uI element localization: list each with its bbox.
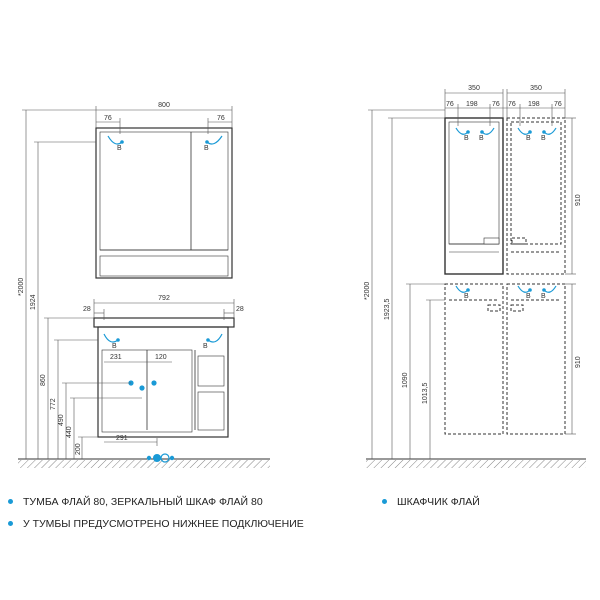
upper-connection-marker-4	[541, 128, 556, 142]
dim-right-sub-1: 76	[446, 101, 454, 108]
vanity-connection-marker-right	[203, 334, 222, 350]
svg-text:B: B	[541, 293, 546, 300]
bullet-icon	[382, 499, 387, 504]
bullet-icon	[8, 499, 13, 504]
svg-text:B: B	[479, 135, 484, 142]
svg-text:B: B	[112, 343, 117, 350]
floor-hatch-left	[18, 460, 270, 468]
dim-right-sub-5: 198	[528, 101, 540, 108]
lower-connection-marker-3	[518, 286, 532, 300]
note-connection	[8, 518, 304, 530]
mirror-connection-marker-left	[108, 136, 124, 152]
dim-total-height-left: *2000	[18, 277, 25, 296]
note-text: ШКАФЧИК ФЛАЙ	[397, 496, 480, 508]
dim-total-height-right: *2000	[364, 281, 371, 300]
notes-section	[0, 488, 600, 548]
dim-vanity-top-height: 860	[40, 374, 47, 386]
dim-mirror-top-height: 1924	[30, 294, 37, 310]
dim-upper-top-height: 1923,5	[384, 298, 391, 320]
right-width-dimensions	[445, 89, 565, 126]
svg-text:B: B	[203, 343, 208, 350]
dim-right-width-2: 350	[530, 85, 542, 92]
dim-right-sub-4: 76	[508, 101, 516, 108]
lower-connection-marker-1	[456, 286, 470, 300]
dim-mirror-inset-right: 76	[217, 115, 225, 122]
mirror-dimensions	[96, 106, 232, 134]
vanity-dimensions	[94, 299, 234, 446]
svg-text:B: B	[464, 135, 469, 142]
dim-vanity-overhang-left: 28	[83, 306, 91, 313]
upper-connection-marker-1	[456, 128, 470, 142]
dim-vanity-overhang-right: 28	[236, 306, 244, 313]
upper-cabinet-dashed	[507, 118, 565, 274]
dim-lower-inner-height: 1013,5	[422, 382, 429, 404]
dim-right-sub-2: 198	[466, 101, 478, 108]
svg-text:B: B	[204, 145, 209, 152]
dim-drawer-offset-2: 120	[155, 354, 167, 361]
dim-right-sub-6: 76	[554, 101, 562, 108]
dim-lower-side-height: 910	[575, 356, 582, 368]
dim-vanity-body-height: 772	[50, 398, 57, 410]
vanity-connection-marker-left	[104, 334, 120, 350]
dim-lower-top-height: 1090	[402, 372, 409, 388]
right-assembly	[364, 85, 586, 468]
lower-cabinets-dashed	[445, 284, 565, 434]
dim-water-height-2: 440	[66, 426, 73, 438]
bullet-icon	[8, 521, 13, 526]
svg-text:B: B	[526, 293, 531, 300]
svg-text:B: B	[541, 135, 546, 142]
note-vanity-mirror	[8, 496, 263, 508]
lower-connection-marker-2	[541, 286, 556, 300]
upper-connection-marker-2	[479, 128, 494, 142]
svg-text:B: B	[464, 293, 469, 300]
water-connection-points	[128, 380, 156, 390]
dim-upper-side-height: 910	[575, 194, 582, 206]
floor-hatch-right	[366, 460, 586, 468]
dim-drain-offset: 291	[116, 435, 128, 442]
dim-right-sub-3: 76	[492, 101, 500, 108]
note-cabinet	[382, 496, 480, 508]
note-text: У ТУМБЫ ПРЕДУСМОТРЕНО НИЖНЕЕ ПОДКЛЮЧЕНИЕ	[23, 518, 304, 530]
left-height-dimensions	[22, 110, 142, 459]
svg-text:B: B	[117, 145, 122, 152]
upper-connection-marker-3	[518, 128, 532, 142]
upper-cabinet-solid	[445, 118, 503, 274]
dim-mirror-width: 800	[158, 102, 170, 109]
left-assembly	[18, 102, 270, 468]
mirror-connection-marker-right	[204, 136, 222, 152]
dim-drawer-offset-1: 231	[110, 354, 122, 361]
vanity-unit	[94, 318, 234, 437]
dim-water-height: 490	[58, 414, 65, 426]
dim-mirror-inset-left: 76	[104, 115, 112, 122]
dim-right-width-1: 350	[468, 85, 480, 92]
dim-vanity-width: 792	[158, 295, 170, 302]
dim-drain-height: 200	[75, 443, 82, 455]
svg-text:B: B	[526, 135, 531, 142]
note-text: ТУМБА ФЛАЙ 80, ЗЕРКАЛЬНЫЙ ШКАФ ФЛАЙ 80	[23, 496, 263, 508]
